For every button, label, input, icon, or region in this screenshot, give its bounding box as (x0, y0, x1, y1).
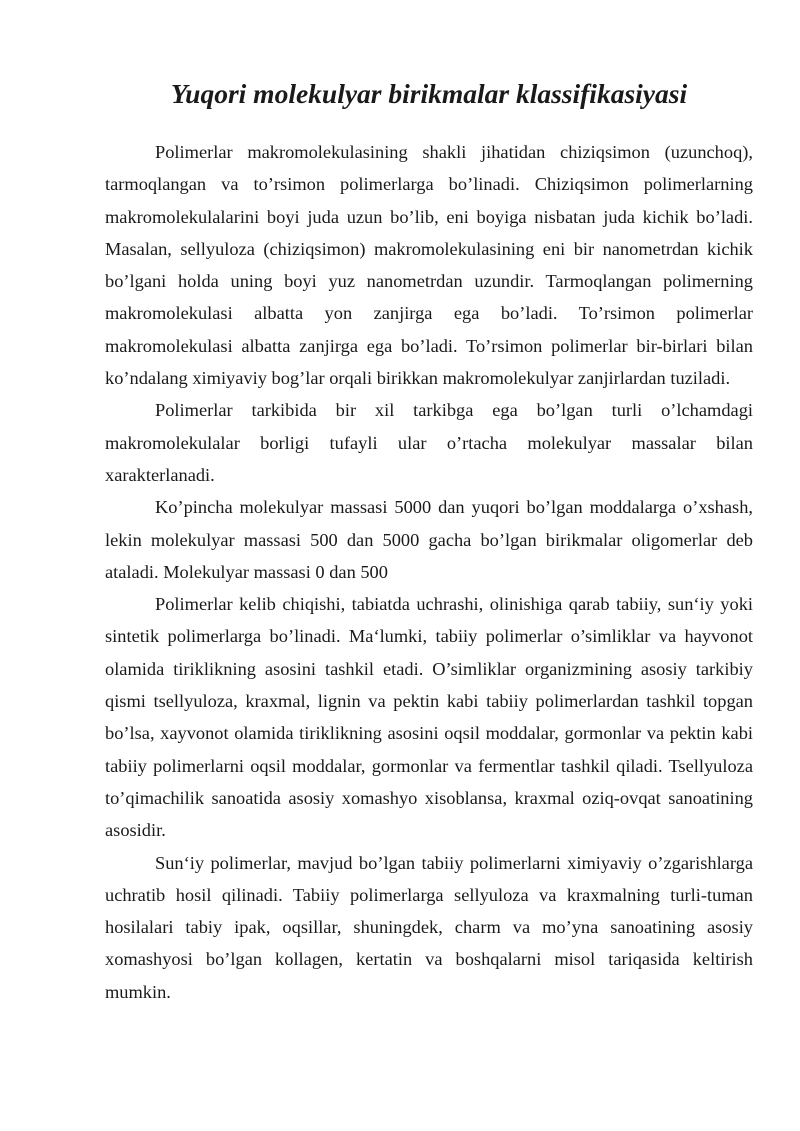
paragraph-2: Polimerlar tarkibida bir xil tarkibga ega bo’lgan turli o’lchamdagi makromolekulalar borligi tufayli ular o’rtacha molekulyar massalar bilan xarakterlanadi. (105, 400, 753, 485)
document-title: Yuqori molekulyar birikmalar klassifikasiyasi (170, 78, 688, 109)
document-page (105, 74, 753, 1008)
paragraph-4: Polimerlar kelib chiqishi, tabiatda uchrashi, olinishiga qarab tabiiy, sun‘iy yoki sintetik polimerlarga bo’linadi. Ma‘lumki, tabiiy polimerlar o’simliklar va hayvonot olamida tiriklikning asosini tashkil etadi. O’simliklar organizmining asosiy tarkibiy qismi tsellyuloza, kraxmal, lignin va pektin kabi tabiiy polimerlardan tashkil topgan bo’lsa, xayvonot olamida tiriklikning asosini oqsil moddalar, gormonlar va pektin kabi tabiiy polimerlarni oqsil moddalar, gormonlar va fermentlar tashkil qiladi. Tsellyuloza to’qimachilik sanoatida asosiy xomashyo xisoblansa, kraxmal oziq-ovqat sanoatining asosidir. (105, 594, 753, 841)
paragraph-3: Ko’pincha molekulyar massasi 5000 dan yuqori bo’lgan moddalarga o’xshash, lekin molekulyar massasi 500 dan 5000 gacha bo’lgan birikmalar oligomerlar deb ataladi. Molekulyar massasi 0 dan 500 (105, 497, 753, 582)
paragraph-5: Sun‘iy polimerlar, mavjud bo’lgan tabiiy polimerlarni ximiyaviy o’zgarishlarga uchratib hosil qilinadi. Tabiiy polimerlarga sellyuloza va kraxmalning turli-tuman hosilalari tabiy ipak, oqsillar, shuningdek, charm va mo’yna sanoatining asosiy xomashyosi bo’lgan kollagen, kertatin va boshqalarni misol tariqasida keltirish mumkin. (105, 852, 753, 1002)
paragraph-1: Polimerlar makromolekulasining shakli jihatidan chiziqsimon (uzunchoq), tarmoqlangan va to’rsimon polimerlarga bo’linadi. Chiziqsimon polimerlarning makromolekulalarini boyi juda uzun bo’lib, eni boyiga nisbatan juda kichik bo’ladi. Masalan, sellyuloza (chiziqsimon) makromolekulasining eni bir nanometrdan kichik bo’lgani holda uning boyi yuz nanometrdan uzundir. Tarmoqlangan polimerning makromolekulasi albatta yon zanjirga ega bo’ladi. To’rsimon polimerlar makromolekulasi albatta zanjirga ega bo’ladi. To’rsimon polimerlar bir-birlari bilan ko’ndalang ximiyaviy bog’lar orqali birikkan makromolekulyar zanjirlardan tuziladi. (105, 142, 753, 389)
